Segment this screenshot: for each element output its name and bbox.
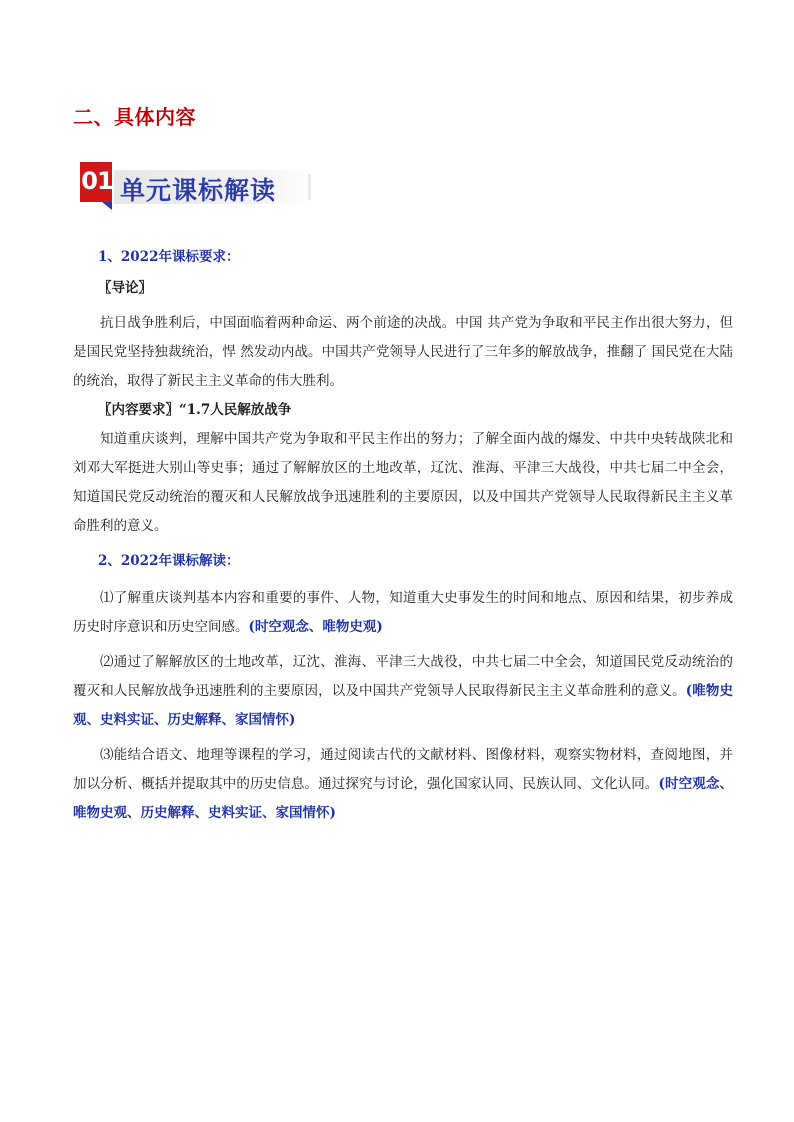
interpretation-item-1-tag: (时空观念、唯物史观) xyxy=(248,619,383,635)
interpretation-item-2-text: ⑵通过了解解放区的土地改革，辽沈、淮海、平津三大战役，中共七届二中全会，知道国民党反动统治的覆灭和人民解放战争迅速胜利的主要原因，以及中国共产党领导人民取得新民主主义革命胜利的意义。 xyxy=(73,654,733,699)
banner-tail-mark xyxy=(308,174,311,200)
content-requirement-label: 〖内容要求〗“1.7人民解放战争 xyxy=(98,402,292,418)
interpretation-item-1-text: ⑴了解重庆谈判基本内容和重要的事件、人物，知道重大史事发生的时间和地点、原因和结果，初步养成历史时序意识和历史空间感。 xyxy=(73,590,733,635)
interpretation-item-2-tag: (唯物史观、史料实证、历史解释、家国情怀) xyxy=(73,683,734,728)
interpretation-item-3-text: ⑶能结合语文、地理等课程的学习，通过阅读古代的文献材料、图像材料，观察实物材料，查阅地图，并加以分析、概括并提取其中的历史信息。通过探究与讨论，强化国家认同、民族认同、文化认同。 xyxy=(73,747,733,792)
main-content xyxy=(73,243,733,828)
curriculum-interpretation-heading: 2、2022年课标解读： xyxy=(98,553,240,569)
banner-fold-corner xyxy=(102,202,112,210)
banner-number: 01 xyxy=(81,167,113,195)
unit-banner xyxy=(80,158,316,210)
interpretation-item-3-tag: (时空观念、唯物史观、历史解释、史料实证、家国情怀) xyxy=(73,776,734,821)
interpretation-item-1 xyxy=(73,584,733,642)
content-requirement-paragraph: 知道重庆谈判，理解中国共产党为争取和平民主作出的努力；了解全面内战的爆发、中共中央转战陕北和刘邓大军挺进大别山等史事；通过了解解放区的土地改革，辽沈、淮海、平津三大战役，中共七届二中全会，知道国民党反动统治的覆灭和人民解放战争迅速胜利的主要原因，以及中国共产党领导人民取得新民主主义革命胜利的意义。 xyxy=(73,431,733,534)
interpretation-item-2 xyxy=(73,648,733,735)
banner-title: 单元课标解读 xyxy=(120,176,277,205)
section-title: 二、具体内容 xyxy=(73,105,196,129)
intro-label: 〖导论〗 xyxy=(98,280,152,296)
curriculum-requirement-heading: 1、2022年课标要求： xyxy=(98,249,240,265)
interpretation-item-3 xyxy=(73,741,733,828)
intro-paragraph: 抗日战争胜利后，中国面临着两种命运、两个前途的决战。中国 共产党为争取和平民主作出很大努力，但是国民党坚持独裁统治，悍 然发动内战。中国共产党领导人民进行了三年多的解放战争，推翻了 国民党在大陆的统治，取得了新民主主义革命的伟大胜利。 xyxy=(73,315,733,389)
